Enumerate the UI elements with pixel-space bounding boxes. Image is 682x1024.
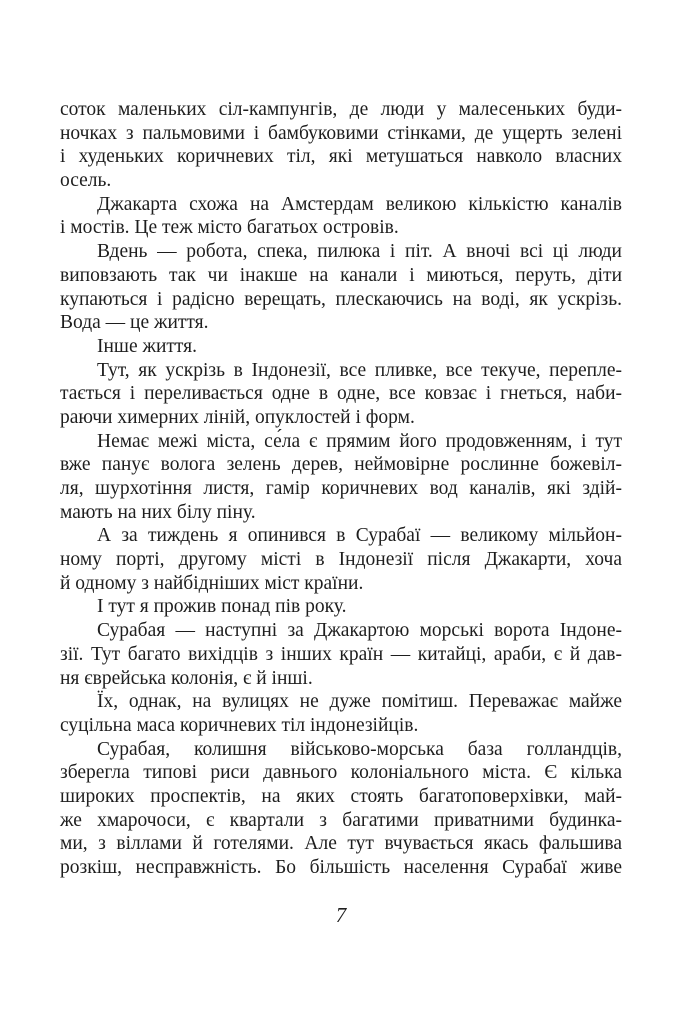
text-line: і худеньких коричневих тіл, які метушаться навколо власних	[60, 146, 622, 168]
text-line: Немає межі міста, се́ла є прямим його продовженням, і тут	[97, 430, 622, 452]
text-line: суцільна маса коричневих тіл індонезійців.	[60, 714, 419, 736]
text-line: ночках з пальмовими і бамбуковими стінками, де ущерть зелені	[60, 122, 622, 144]
text-line: мають на них білу піну.	[60, 501, 256, 523]
text-line: купаються і радісно верещать, плескаючись на воді, як ускрізь.	[60, 288, 622, 310]
text-line: же хмарочоси, є квартали з багатими приватними будинка-	[60, 809, 622, 831]
text-line: виповзають так чи інакше на канали і миються, перуть, діти	[60, 264, 622, 286]
text-line: ному порті, другому місті в Індонезії після Джакарти, хоча	[60, 549, 622, 571]
page-number: 7	[335, 903, 347, 927]
text-line: осель.	[60, 170, 112, 192]
text-line: зберегла типові риси давнього колоніального міста. Є кілька	[60, 762, 622, 784]
text-line: Сурабая, колишня військово-морська база голландців,	[97, 738, 622, 760]
text-line: Вода — це життя.	[60, 312, 209, 334]
text-line: й одному з найбідніших міст країни.	[60, 572, 364, 594]
text-line: Їх, однак, на вулицях не дуже помітиш. Переважає майже	[97, 691, 622, 713]
text-line: Тут, як ускрізь в Індонезії, все пливке, все текуче, перепле-	[97, 359, 622, 381]
text-line: Вдень — робота, спека, пилюка і піт. А вночі всі ці люди	[97, 241, 622, 263]
text-line: широких проспектів, на яких стоять багатоповерхівки, май-	[60, 785, 622, 807]
text-line: ня єврейська колонія, є й інші.	[60, 667, 313, 689]
text-line: Інше життя.	[97, 335, 198, 357]
book-page-text	[60, 98, 622, 880]
text-line: ля, шурхотіння листя, гамір коричневих вод каналів, які здій-	[60, 478, 622, 499]
text-line: Сурабая — наступні за Джакартою морські ворота Індоне-	[97, 620, 622, 642]
text-line: Джакарта схожа на Амстердам великою кількістю каналів	[97, 193, 622, 215]
text-line: ми, з віллами й готелями. Але тут вчувається якась фальшива	[60, 833, 622, 855]
text-line: А за тиждень я опинився в Сурабаї — великому мільйон-	[97, 525, 622, 547]
text-line: і мостів. Це теж місто багатьох островів.	[60, 217, 399, 239]
text-line: І тут я прожив понад пів року.	[97, 596, 347, 618]
text-line: вже панує волога зелень дерев, неймовірне рослинне божевіл-	[60, 454, 622, 476]
text-line: зії. Тут багато вихідців з інших країн — китайці, араби, є й дав-	[60, 643, 622, 665]
text-line: тається і переливається одне в одне, все ковзає і гнеться, наби-	[60, 383, 622, 405]
text-line: раючи химерних ліній, опуклостей і форм.	[60, 406, 415, 428]
text-line: соток маленьких сіл-кампунгів, де люди у малесеньких буди-	[60, 99, 622, 120]
text-line: розкіш, несправжність. Бо більшість населення Сурабаї живе	[60, 857, 622, 878]
